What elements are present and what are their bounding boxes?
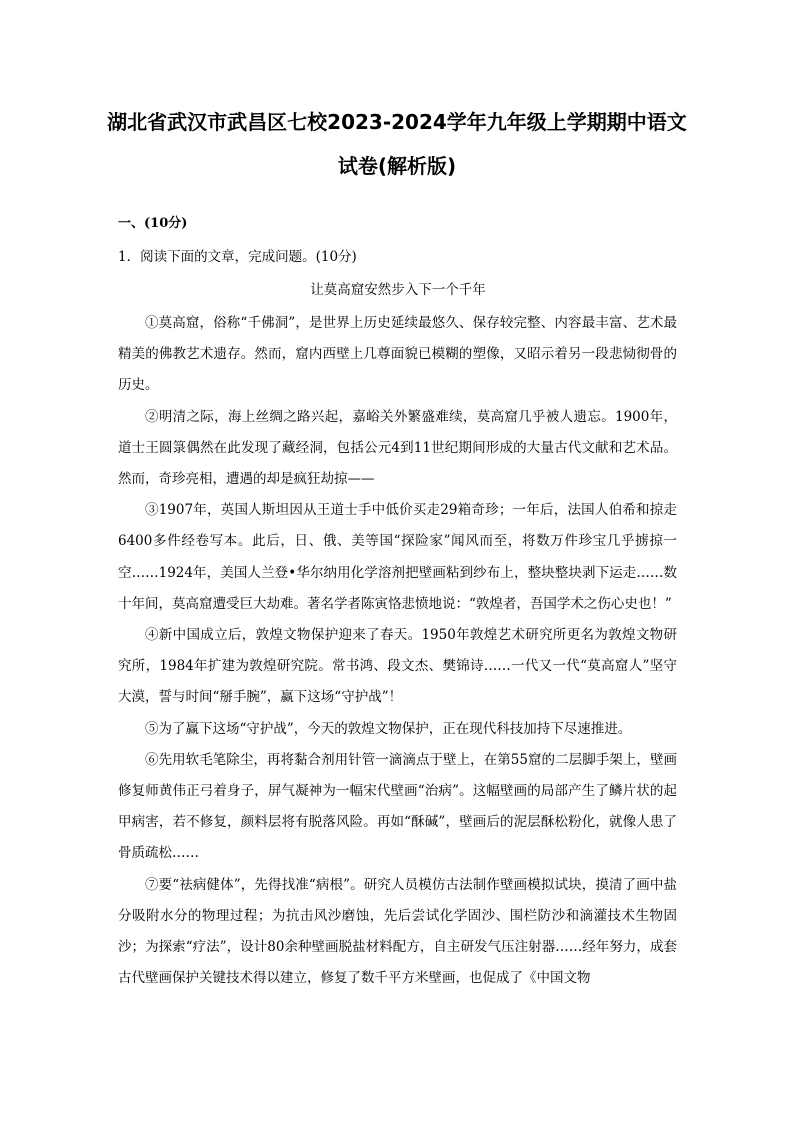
- article-title: 让莫高窟安然步入下一个千年: [310, 282, 486, 298]
- paragraph: ③1907年，英国人斯坦因从王道士手中低价买走29箱奇珍；一年后，法国人伯希和掠走6400多件经卷写本。此后，日、俄、美等国“探险家”闻风而至，将数万件珍宝几乎掳掠一空……1924年，美国人兰登•华尔纳用化学溶剂把壁画粘到纱布上，整块整块剥下运走……数十年间，莫高窟遭受巨大劫难。著名学者陈寅恪悲愤地说：“敦煌者，吾国学术之伤心史也！”: [118, 502, 677, 612]
- paragraph: ⑥先用软毛笔除尘，再将黏合剂用针管一滴滴点于壁上，在第55窟的二层脚手架上，壁画修复师黄伟正弓着身子，屏气凝神为一幅宋代壁画“治病”。这幅壁画的局部产生了鳞片状的起甲病害，若不修复，颜料层将有脱落风险。再如“酥碱”，壁画后的泥层酥松粉化，就像人患了骨质疏松……: [118, 751, 677, 862]
- article-body: [118, 308, 677, 994]
- document-title: [100, 100, 694, 188]
- question-prompt: 1．阅读下面的文章，完成问题。(10分): [118, 249, 357, 265]
- paragraph: ②明清之际，海上丝绸之路兴起，嘉峪关外繁盛难续，莫高窟几乎被人遗忘。1900年，道士王圆箓偶然在此发现了藏经洞，包括公元4到11世纪期间形成的大量古代文献和艺术品。然而，奇珍亮相，遭遇的却是疯狂劫掠——: [118, 408, 677, 488]
- paragraph: ⑤为了赢下这场“守护战”，今天的敦煌文物保护，正在现代科技加持下尽速推进。: [145, 720, 632, 737]
- section-heading: 一、(10分): [118, 216, 188, 231]
- paragraph: ⑦要“祛病健体”，先得找准“病根”。研究人员模仿古法制作壁画模拟试块，摸清了画中盐分吸附水分的物理过程；为抗击风沙磨蚀，先后尝试化学固沙、围栏防沙和滴灌技术生物固沙；为探索“疗法”，设计80余种壁画脱盐材料配方，自主研发气压注射器……经年努力，成套古代壁画保护关键技术得以建立，修复了数千平方米壁画，也促成了《中国文物: [118, 876, 677, 987]
- paragraph: ①莫高窟，俗称“千佛洞”，是世界上历史延续最悠久、保存较完整、内容最丰富、艺术最精美的佛教艺术遗存。然而，窟内西壁上几尊面貌已模糊的塑像，又昭示着另一段悲恸彻骨的历史。: [118, 315, 677, 394]
- paragraph: ④新中国成立后，敦煌文物保护迎来了春天。1950年敦煌艺术研究所更名为敦煌文物研究所，1984年扩建为敦煌研究院。常书鸿、段文杰、樊锦诗……一代又一代“莫高窟人”坚守大漠，誓与时间“掰手腕”，赢下这场“守护战”！: [118, 627, 677, 706]
- title-line-2: 试卷(解析版): [337, 154, 457, 178]
- title-line-1: 湖北省武汉市武昌区七校2023-2024学年九年级上学期期中语文: [107, 110, 687, 134]
